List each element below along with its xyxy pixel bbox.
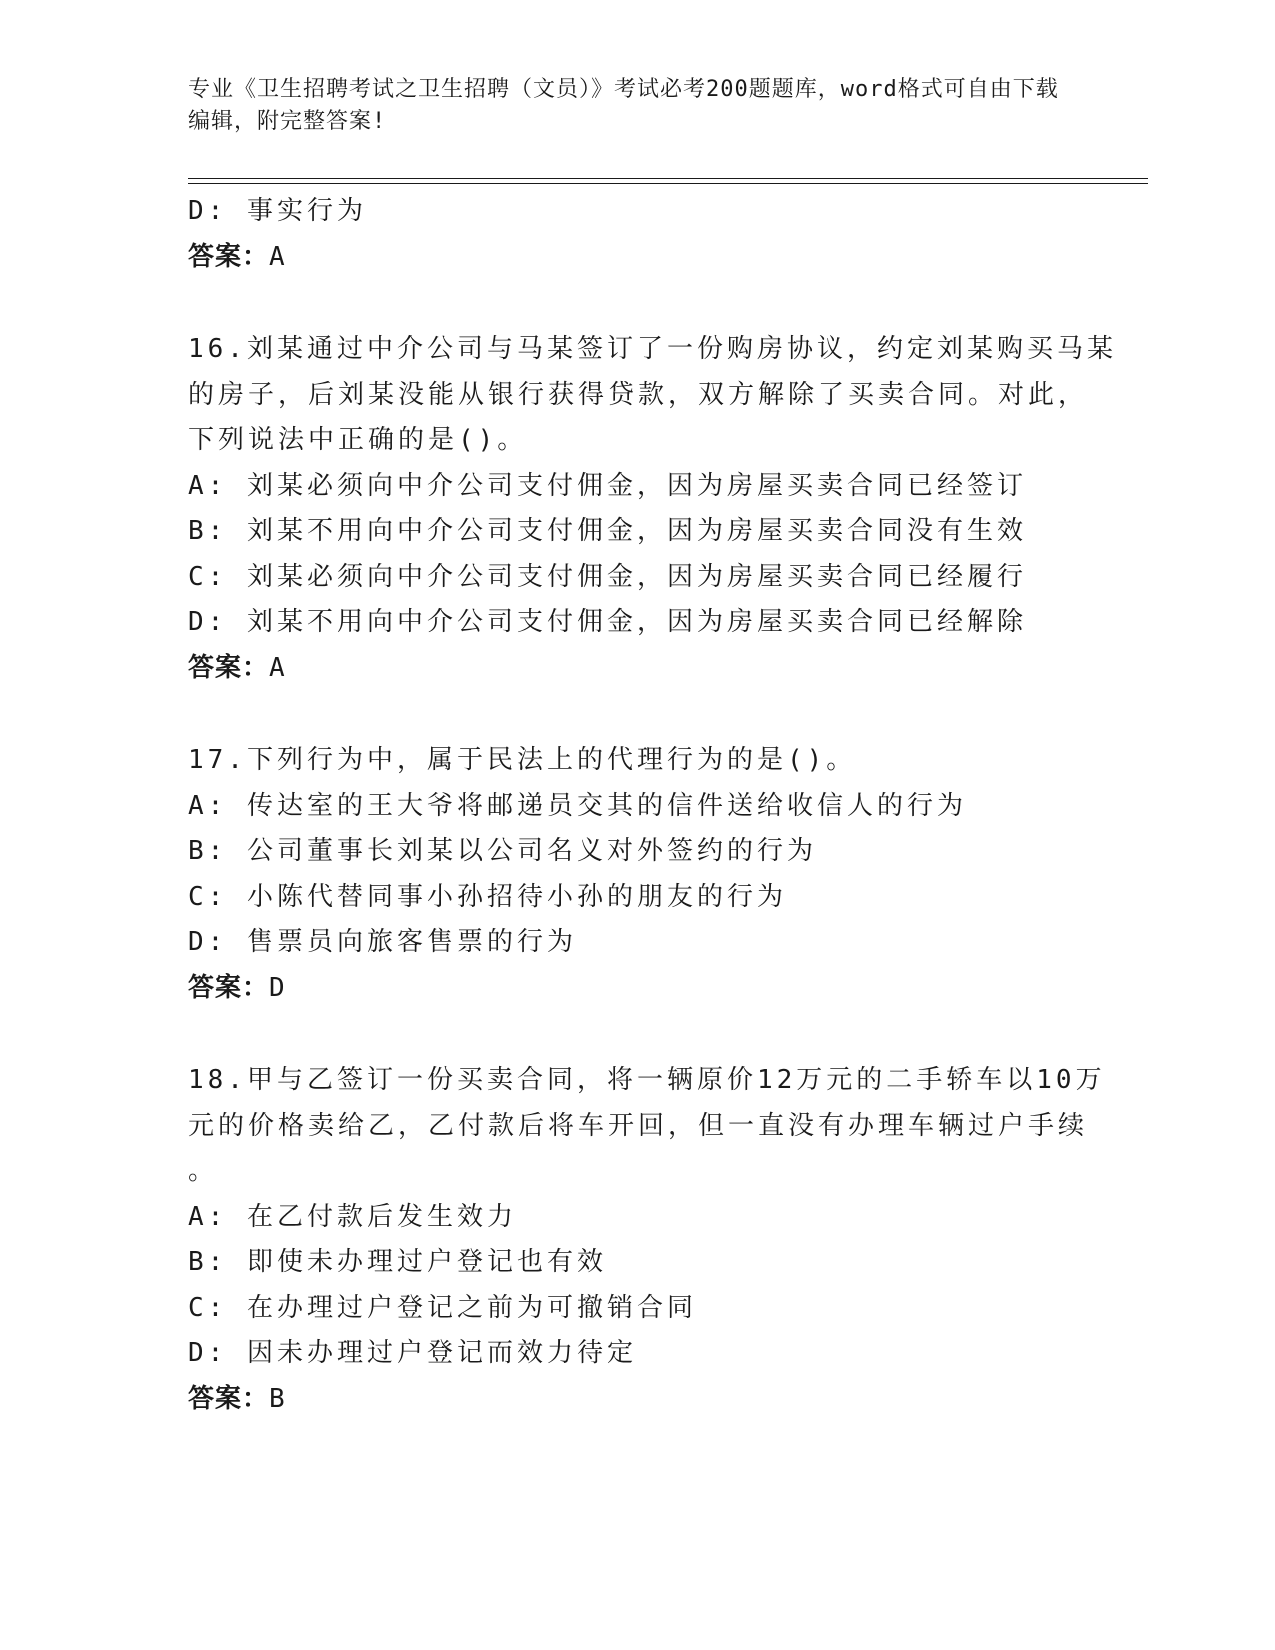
question-16-line-1: 16.刘某通过中介公司与马某签订了一份购房协议，约定刘某购买马某 — [188, 334, 1117, 364]
question-18-line-1: 18.甲与乙签订一份买卖合同，将一辆原价12万元的二手轿车以10万 — [188, 1065, 1106, 1095]
question-16-answer — [188, 646, 1088, 692]
answer-value: B — [269, 1383, 285, 1414]
answer-value: A — [269, 241, 285, 272]
question-18-option-c: C: 在办理过户登记之前为可撤销合同 — [188, 1292, 697, 1323]
question-17 — [188, 738, 1088, 1011]
header-text: 专业《卫生招聘考试之卫生招聘（文员）》考试必考200题题库，word格式可自由下载编辑，附完整答案! — [188, 77, 1059, 134]
spacer — [188, 691, 1088, 738]
question-18 — [188, 1058, 1106, 1422]
spacer — [188, 1011, 1088, 1058]
question-17-answer — [188, 966, 1088, 1012]
answer-label: 答案： — [188, 652, 270, 683]
question-16-option-c: C: 刘某必须向中介公司支付佣金，因为房屋买卖合同已经履行 — [188, 561, 1027, 592]
question-16-line-2: 的房子，后刘某没能从银行获得贷款，双方解除了买卖合同。对此， — [188, 379, 1089, 410]
document-header — [188, 74, 1068, 138]
question-18-answer — [188, 1377, 1088, 1423]
question-16-option-a: A: 刘某必须向中介公司支付佣金，因为房屋买卖合同已经签订 — [188, 470, 1027, 501]
question-17-option-d: D: 售票员向旅客售票的行为 — [188, 927, 577, 957]
question-16-option-b: B: 刘某不用向中介公司支付佣金，因为房屋买卖合同没有生效 — [188, 516, 1027, 546]
question-18-option-b: B: 即使未办理过户登记也有效 — [188, 1247, 607, 1277]
answer-label: 答案： — [188, 1383, 270, 1414]
question-16-option-d: D: 刘某不用向中介公司支付佣金，因为房屋买卖合同已经解除 — [188, 607, 1027, 637]
question-18-option-a: A: 在乙付款后发生效力 — [188, 1201, 517, 1232]
question-16-line-3: 下列说法中正确的是()。 — [188, 425, 528, 455]
question-17-line-1: 17.下列行为中，属于民法上的代理行为的是()。 — [188, 745, 857, 775]
answer-value: D — [269, 972, 285, 1003]
spacer — [188, 280, 1088, 327]
question-17-option-c: C: 小陈代替同事小孙招待小孙的朋友的行为 — [188, 881, 787, 912]
answer-label: 答案： — [188, 241, 270, 272]
question-content — [188, 189, 1117, 1422]
question-17-option-a: A: 传达室的王大爷将邮递员交其的信件送给收信人的行为 — [188, 790, 967, 821]
header-divider-bottom — [188, 183, 1148, 184]
question-18-line-3: 。 — [188, 1156, 219, 1186]
question-17-option-b: B: 公司董事长刘某以公司名义对外签约的行为 — [188, 836, 817, 866]
question-16 — [188, 327, 1117, 691]
prev-answer — [188, 235, 1088, 281]
question-18-option-d: D: 因未办理过户登记而效力待定 — [188, 1338, 637, 1368]
question-18-line-2: 元的价格卖给乙，乙付款后将车开回，但一直没有办理车辆过户手续 — [188, 1110, 1089, 1141]
prev-option-d: D: 事实行为 — [188, 196, 367, 226]
answer-label: 答案： — [188, 972, 270, 1003]
header-divider-top — [188, 178, 1148, 179]
answer-value: A — [269, 652, 285, 683]
